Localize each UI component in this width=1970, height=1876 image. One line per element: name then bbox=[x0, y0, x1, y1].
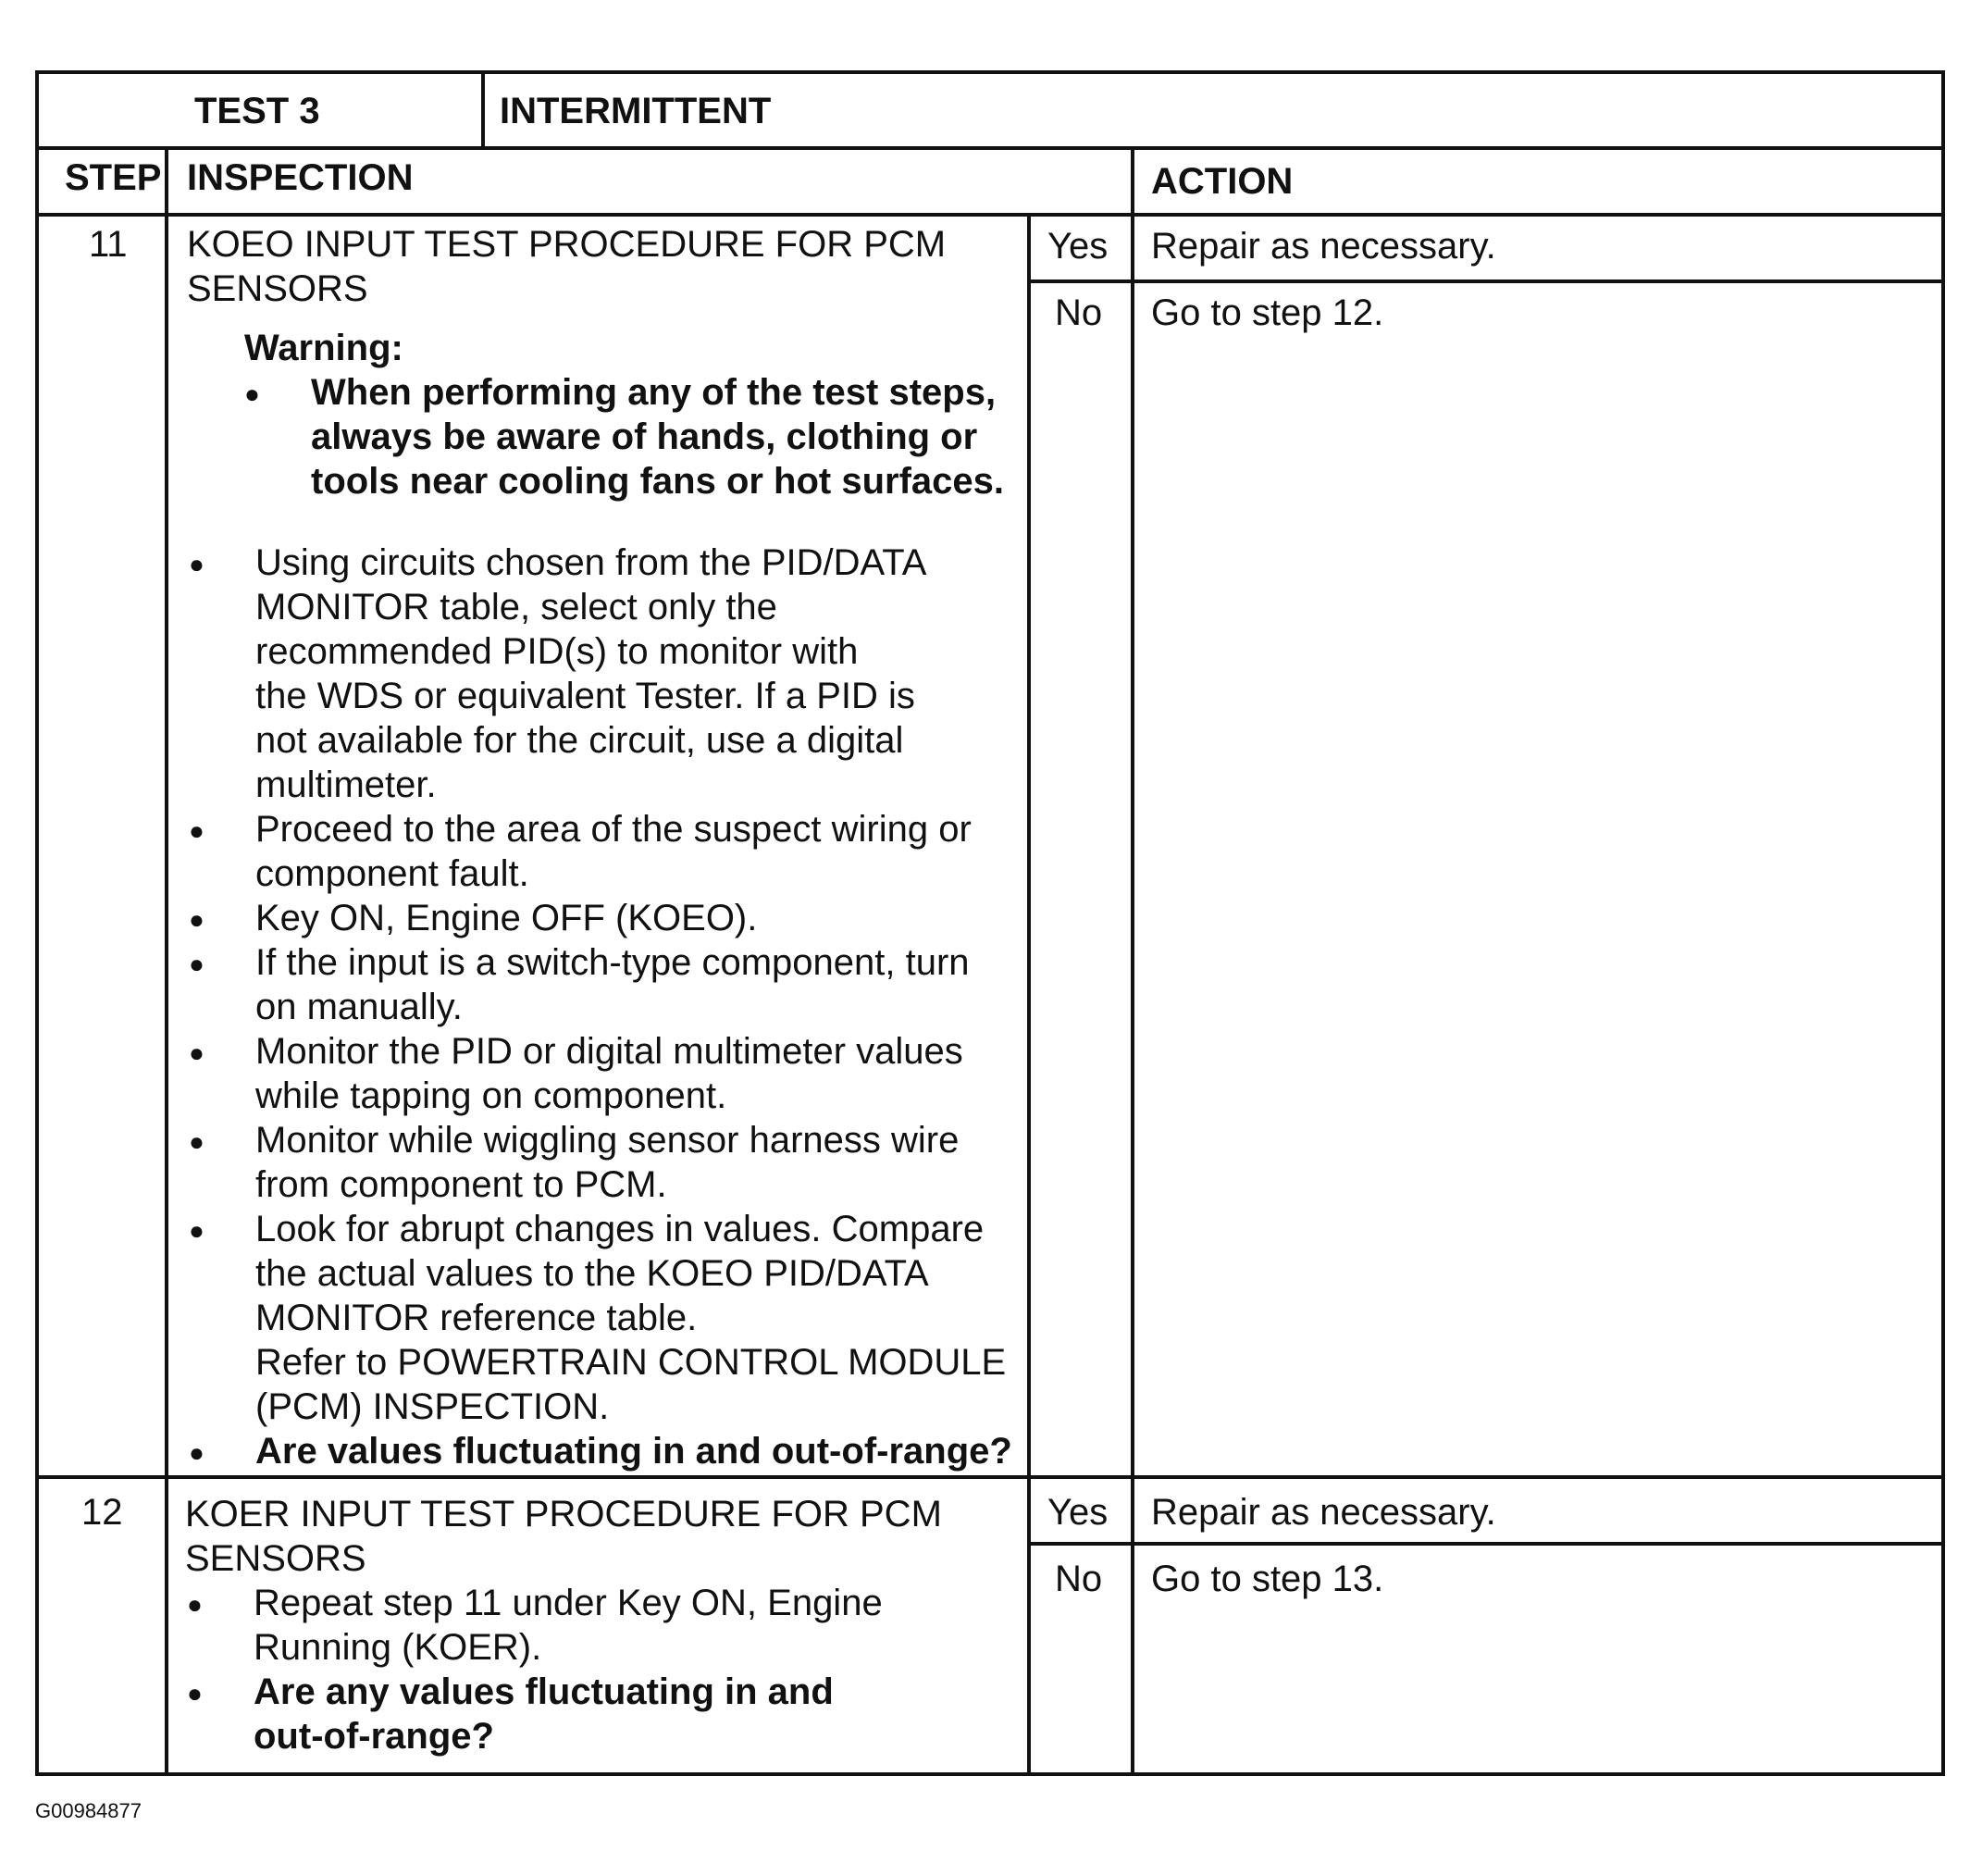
no-action: Go to step 13. bbox=[1151, 1559, 1384, 1599]
bullet-line: from component to PCM. bbox=[255, 1164, 667, 1205]
bullet-line: Are values fluctuating in and out-of-range? bbox=[255, 1431, 1012, 1472]
step-title-line: KOER INPUT TEST PROCEDURE FOR PCM bbox=[185, 1494, 942, 1534]
bullet-item-question bbox=[255, 1429, 1012, 1473]
no-label: No bbox=[1055, 1559, 1103, 1599]
step-title-line: SENSORS bbox=[185, 1538, 366, 1579]
rule-yesno-col bbox=[1027, 213, 1031, 1776]
bullet-line: MONITOR table, select only the bbox=[255, 587, 777, 627]
warning-line: tools near cooling fans or hot surfaces. bbox=[311, 461, 1005, 502]
test-title: INTERMITTENT bbox=[500, 91, 772, 131]
yes-action: Repair as necessary. bbox=[1151, 226, 1496, 267]
step-title bbox=[187, 222, 946, 311]
warning-label: Warning: bbox=[244, 328, 403, 368]
bullet-line: Monitor while wiggling sensor harness wire bbox=[255, 1120, 960, 1161]
bullet-marker: ● bbox=[187, 1590, 203, 1619]
bullet-item bbox=[255, 1029, 963, 1118]
bullet-line: MONITOR reference table. bbox=[255, 1298, 698, 1338]
bullet-line: while tapping on component. bbox=[255, 1075, 727, 1116]
bullet-line: recommended PID(s) to monitor with bbox=[255, 631, 859, 672]
bullet-item bbox=[255, 540, 926, 807]
bullet-item bbox=[255, 1118, 959, 1207]
bullet-line: Look for abrupt changes in values. Compare bbox=[255, 1209, 985, 1249]
rule-colhead-bottom bbox=[39, 213, 1941, 217]
bullet-marker: ● bbox=[187, 1679, 203, 1708]
warning-line: When performing any of the test steps, bbox=[311, 372, 997, 413]
yes-label: Yes bbox=[1047, 1492, 1109, 1533]
rule-s11-yes-bottom bbox=[1027, 280, 1941, 283]
bullet-item bbox=[254, 1581, 883, 1670]
bullet-line: (PCM) INSPECTION. bbox=[255, 1386, 610, 1427]
bullet-item bbox=[255, 807, 972, 896]
step-title bbox=[185, 1492, 942, 1581]
rule-s12-yes-bottom bbox=[1027, 1542, 1941, 1546]
bullet-item bbox=[255, 896, 757, 940]
bullet-line: component fault. bbox=[255, 853, 529, 894]
bullet-line: Key ON, Engine OFF (KOEO). bbox=[255, 898, 758, 938]
no-label: No bbox=[1055, 292, 1103, 333]
bullet-marker: ● bbox=[189, 905, 204, 934]
rule-header-bottom bbox=[39, 146, 1941, 150]
bullet-item-question bbox=[254, 1670, 834, 1758]
bullet-marker: ● bbox=[189, 1216, 204, 1245]
bullet-marker: ● bbox=[189, 816, 204, 845]
rule-step-col bbox=[165, 146, 168, 1776]
bullet-line: Monitor the PID or digital multimeter values bbox=[255, 1031, 963, 1072]
bullet-item bbox=[255, 1207, 1006, 1429]
bullet-line: out-of-range? bbox=[254, 1716, 494, 1757]
col-step-heading: STEP bbox=[65, 157, 162, 198]
bullet-line: multimeter. bbox=[255, 764, 437, 805]
bullet-line: Running (KOER). bbox=[254, 1627, 542, 1668]
bullet-line: If the input is a switch-type component, turn bbox=[255, 942, 970, 983]
test-table bbox=[35, 70, 1945, 1776]
col-inspection-heading: INSPECTION bbox=[187, 157, 414, 198]
warning-bullet: ● bbox=[244, 379, 260, 408]
yes-action: Repair as necessary. bbox=[1151, 1492, 1496, 1533]
col-action-heading: ACTION bbox=[1151, 161, 1294, 202]
figure-id: G00984877 bbox=[35, 1799, 142, 1822]
bullet-line: on manually. bbox=[255, 987, 463, 1027]
bullet-marker: ● bbox=[189, 1127, 204, 1156]
rule-s11-bottom bbox=[39, 1475, 1941, 1479]
yes-label: Yes bbox=[1047, 226, 1109, 267]
bullet-marker: ● bbox=[189, 1038, 204, 1067]
bullet-marker: ● bbox=[189, 550, 204, 578]
step-title-line: KOEO INPUT TEST PROCEDURE FOR PCM bbox=[187, 224, 947, 265]
bullet-line: the WDS or equivalent Tester. If a PID is bbox=[255, 676, 915, 716]
bullet-item bbox=[255, 940, 970, 1029]
bullet-line: Proceed to the area of the suspect wiring or bbox=[255, 809, 972, 850]
step-title-line: SENSORS bbox=[187, 268, 368, 309]
test-label: TEST 3 bbox=[194, 91, 320, 131]
warning-text bbox=[311, 370, 1004, 503]
bullet-line: Using circuits chosen from the PID/DATA bbox=[255, 542, 927, 583]
bullet-line: Are any values fluctuating in and bbox=[254, 1671, 834, 1712]
warning-line: always be aware of hands, clothing or bbox=[311, 416, 978, 457]
bullet-marker: ● bbox=[189, 950, 204, 978]
rule-action-col bbox=[1131, 146, 1134, 1776]
rule-title-divider bbox=[481, 74, 485, 148]
bullet-line: not available for the circuit, use a digital bbox=[255, 720, 904, 761]
bullet-line: Repeat step 11 under Key ON, Engine bbox=[254, 1583, 883, 1623]
step-number: 11 bbox=[89, 224, 128, 265]
no-action: Go to step 12. bbox=[1151, 292, 1384, 333]
step-number: 12 bbox=[81, 1492, 123, 1533]
bullet-line: Refer to POWERTRAIN CONTROL MODULE bbox=[255, 1342, 1007, 1383]
bullet-marker: ● bbox=[189, 1438, 204, 1467]
bullet-line: the actual values to the KOEO PID/DATA bbox=[255, 1253, 929, 1294]
